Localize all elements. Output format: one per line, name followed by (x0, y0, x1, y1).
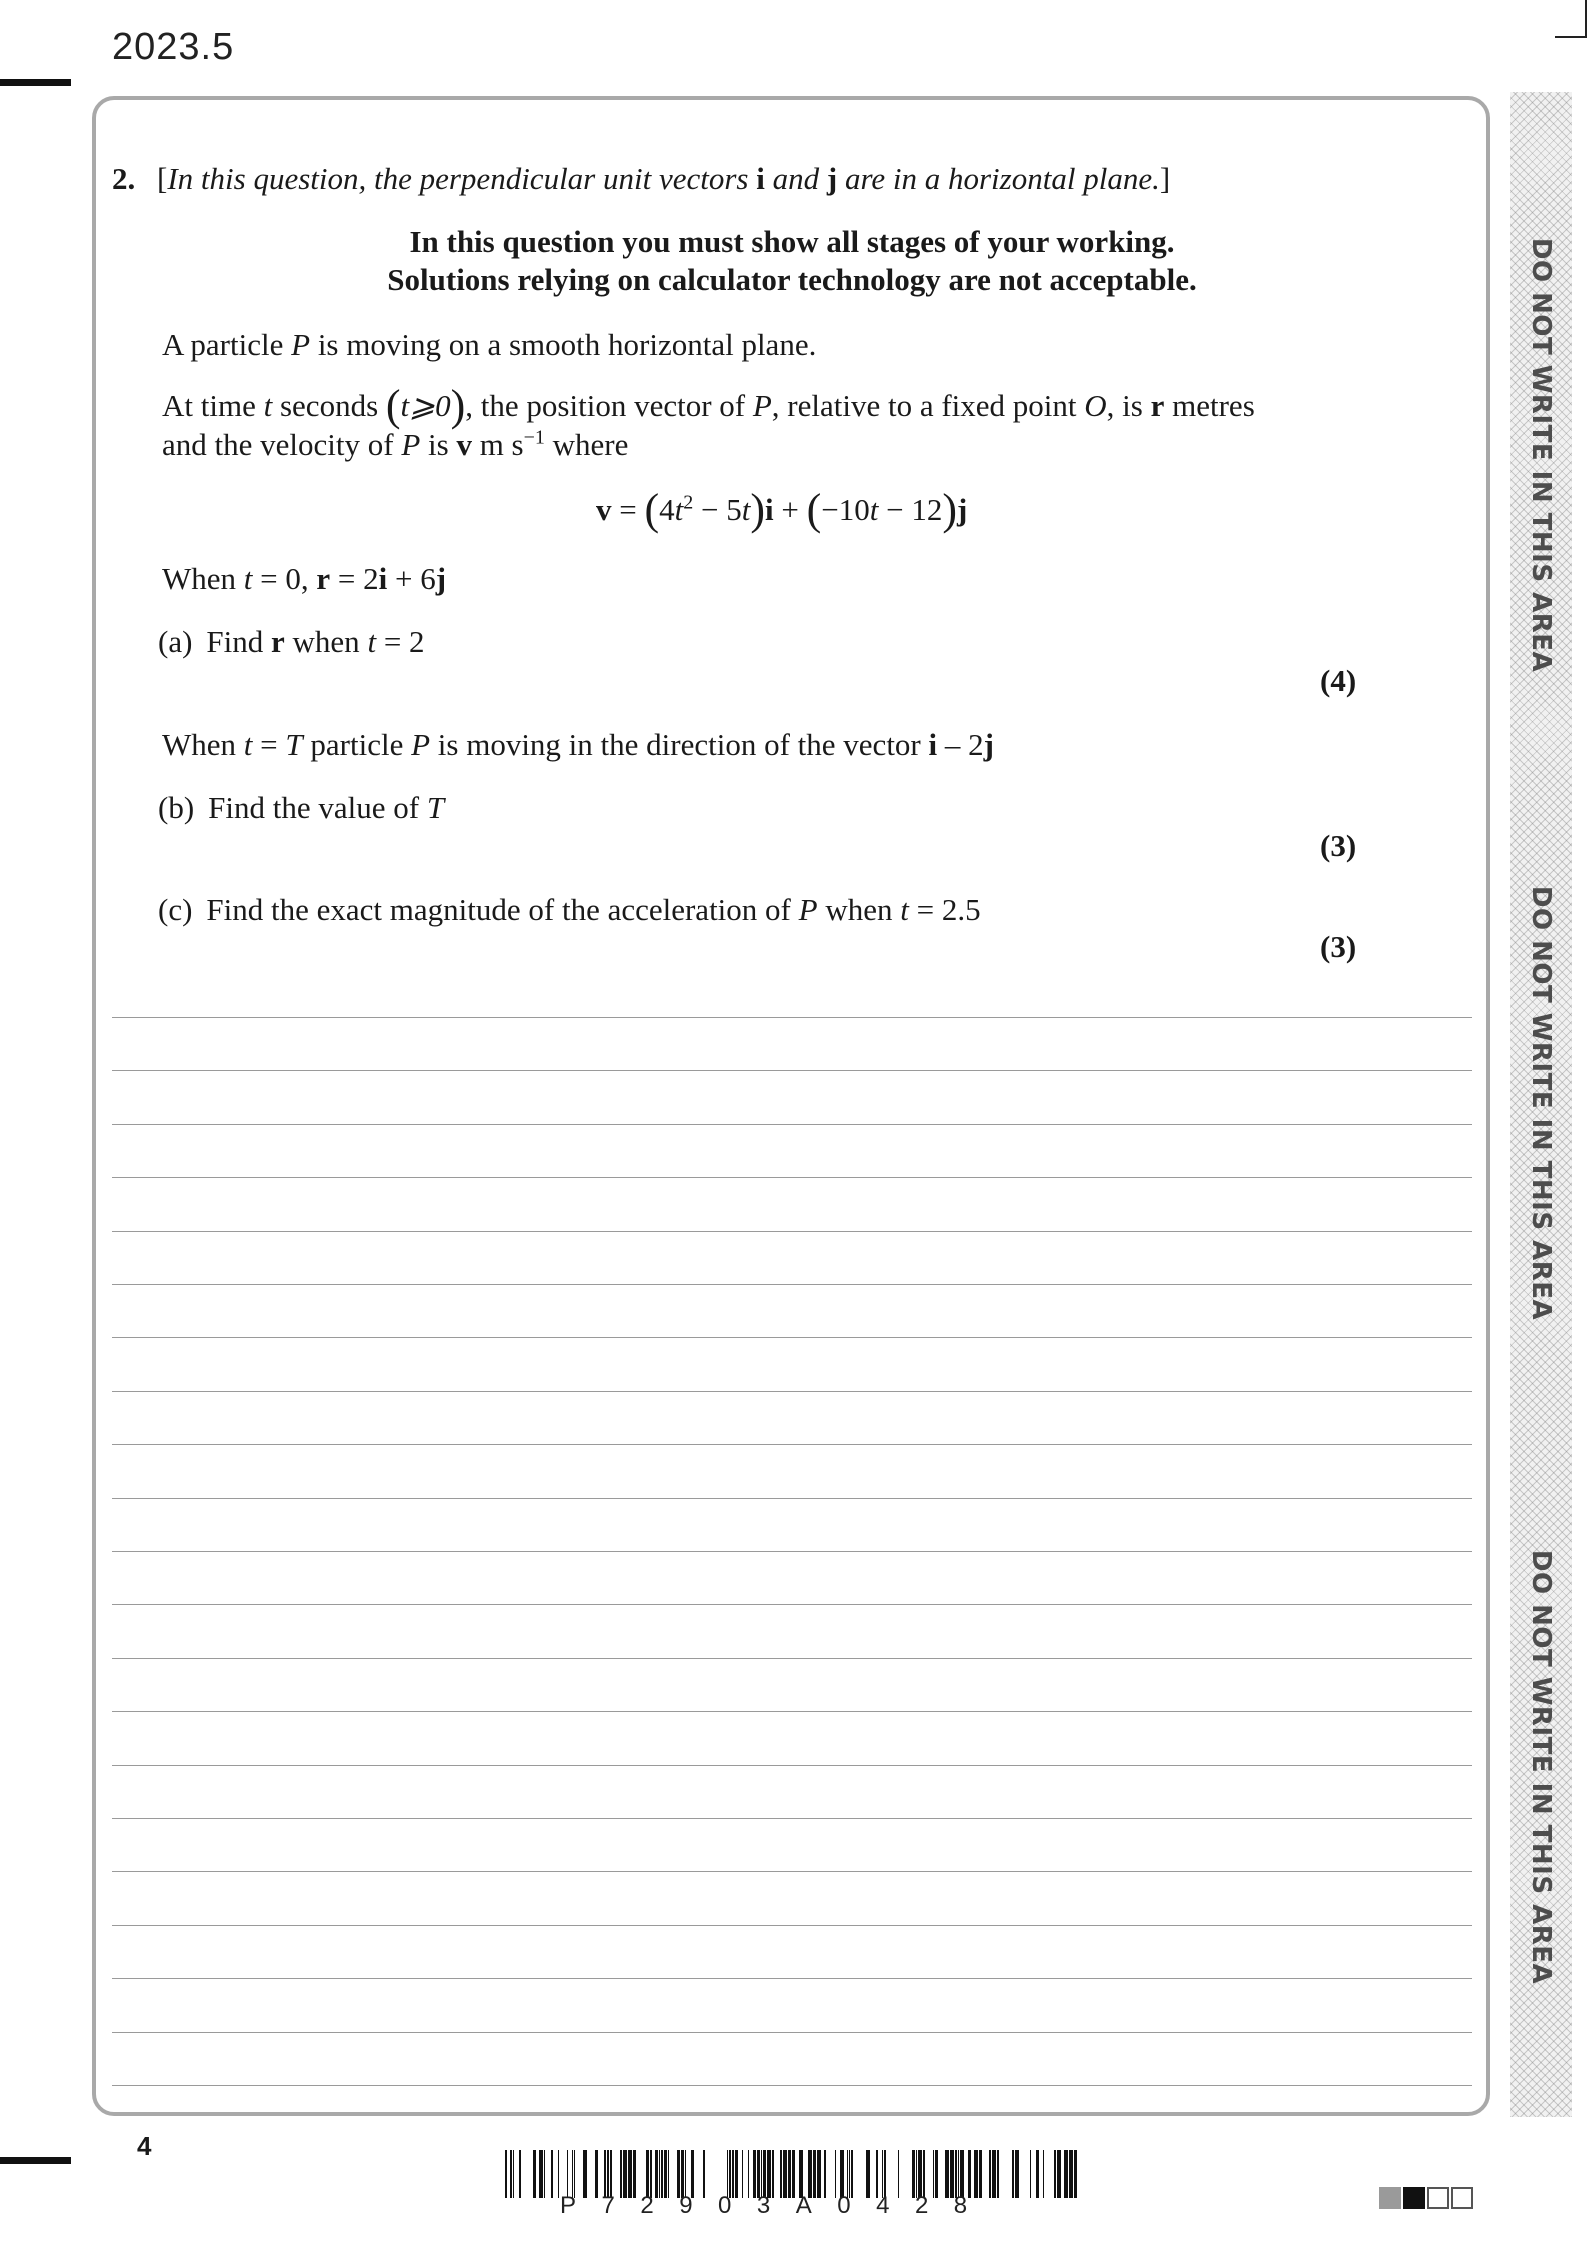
barcode-bar (727, 2150, 728, 2198)
barcode-bar (633, 2150, 636, 2198)
barcode-bar (783, 2150, 787, 2198)
barcode-bar (935, 2150, 938, 2198)
corner-crop-mark (1545, 0, 1587, 36)
barcode-bar (551, 2150, 553, 2198)
margin-warning-3: DO NOT WRITE IN THIS AREA (1526, 1549, 1556, 1985)
barcode-bar (840, 2150, 844, 2198)
barcode (505, 2150, 1080, 2198)
answer-line (112, 1498, 1472, 1499)
barcode-bar (646, 2150, 649, 2198)
intro-text: where (544, 427, 629, 462)
answer-line (112, 1017, 1472, 1018)
var-P: P (798, 892, 818, 927)
part-a-marks: (4) (1320, 663, 1357, 698)
vec-r: r (316, 561, 331, 596)
text: Find the value of (208, 790, 427, 825)
barcode-bar (918, 2150, 922, 2198)
answer-line (112, 1658, 1472, 1659)
text: = 2 (376, 624, 425, 659)
var-T: T (285, 727, 303, 762)
barcode-bar (1057, 2150, 1061, 2198)
barcode-bar (574, 2150, 575, 2198)
barcode-bar (945, 2150, 949, 2198)
barcode-bar (505, 2150, 507, 2198)
answer-line (112, 1444, 1472, 1445)
barcode-bar (735, 2150, 738, 2198)
var-T: T (426, 790, 445, 825)
barcode-bar (558, 2150, 559, 2198)
barcode-bar (992, 2150, 996, 2198)
vec-j: j (957, 492, 968, 527)
barcode-bar (866, 2150, 870, 2198)
answer-line (112, 1391, 1472, 1392)
intro-text: , relative to a fixed point (771, 388, 1085, 423)
part-label: (c) (158, 892, 193, 927)
barcode-bar (772, 2150, 774, 2198)
part-a (158, 624, 425, 660)
barcode-bar (780, 2150, 782, 2198)
barcode-bar (533, 2150, 536, 2198)
registration-mark-bottom (0, 2157, 71, 2164)
instruction-j: j (826, 161, 838, 196)
part-c (158, 892, 981, 928)
barcode-bar (1015, 2150, 1019, 2198)
instruction-text-3: are in a horizontal plane. (837, 161, 1160, 196)
intro-paragraph-3 (162, 427, 628, 463)
barcode-bar (729, 2150, 731, 2198)
barcode-bar (884, 2150, 886, 2198)
coef: − 12 (878, 492, 943, 527)
paren-open: ( (806, 485, 822, 534)
answer-line (112, 1765, 1472, 1766)
barcode-bar (1069, 2150, 1073, 2198)
intro-paragraph-1 (162, 327, 816, 363)
paren-close: ) (750, 485, 766, 534)
notice-line-1: In this question you must show all stages of your working. (409, 224, 1175, 259)
barcode-bar (792, 2150, 795, 2198)
barcode-bar (681, 2150, 684, 2198)
barcode-bar (882, 2150, 883, 2198)
text: When (162, 561, 244, 596)
var-P: P (291, 327, 311, 362)
barcode-bar (567, 2150, 568, 2198)
barcode-bar (539, 2150, 543, 2198)
barcode-bar (604, 2150, 606, 2198)
intro-text: seconds (272, 388, 386, 423)
vec-i: i (765, 492, 774, 527)
paren-close: ) (942, 485, 958, 534)
barcode-bar (849, 2150, 850, 2198)
var-O: O (1084, 388, 1107, 423)
corner-crop-mark-line (1555, 36, 1587, 38)
unit-exponent: −1 (523, 426, 545, 449)
part-b-marks: (3) (1320, 828, 1357, 863)
barcode-bar (898, 2150, 899, 2198)
barcode-bar (659, 2150, 660, 2198)
vec-r: r (271, 624, 285, 659)
barcode-bar (595, 2150, 598, 2198)
vec-j: j (435, 561, 447, 596)
barcode-bar (923, 2150, 925, 2198)
text: particle (302, 727, 412, 762)
var-t: t (263, 388, 273, 423)
equals: = (611, 492, 645, 527)
answer-line (112, 1231, 1472, 1232)
part-label: (b) (158, 790, 195, 825)
answer-line (112, 1177, 1472, 1178)
vec-v: v (456, 427, 472, 462)
barcode-bar (668, 2150, 669, 2198)
square-grey (1379, 2187, 1401, 2209)
answer-line (112, 1124, 1472, 1125)
text: = 0, (252, 561, 317, 596)
barcode-bar (620, 2150, 622, 2198)
barcode-bar (960, 2150, 964, 2198)
barcode-bar (1043, 2150, 1044, 2198)
barcode-bar (851, 2150, 853, 2198)
barcode-bar (748, 2150, 749, 2198)
registration-mark-top (0, 79, 71, 86)
unit: m s (471, 427, 524, 462)
barcode-bar (968, 2150, 971, 2198)
instruction-text-1: In this question, the perpendicular unit vectors (167, 161, 757, 196)
paren-open: ( (385, 381, 401, 430)
barcode-bar (623, 2150, 627, 2198)
vec-i: i (378, 561, 388, 596)
part-b (158, 790, 444, 826)
var-t: t (741, 492, 751, 527)
vec-v: v (596, 492, 612, 527)
intro-paragraph-2 (162, 381, 1255, 430)
barcode-bar (519, 2150, 521, 2198)
barcode-bar (989, 2150, 991, 2198)
vec-j: j (983, 727, 994, 762)
barcode-bar (753, 2150, 756, 2198)
barcode-bar (1030, 2150, 1031, 2198)
barcode-bar (664, 2150, 667, 2198)
text: is moving in the direction of the vector (430, 727, 929, 762)
paren-open: ( (644, 485, 660, 534)
coef: −10 (821, 492, 870, 527)
barcode-bar (610, 2150, 612, 2198)
margin-warning-2: DO NOT WRITE IN THIS AREA (1526, 885, 1556, 1321)
instruction-open: [ (157, 161, 168, 196)
barcode-bar (650, 2150, 652, 2198)
margin-warning-1: DO NOT WRITE IN THIS AREA (1526, 237, 1556, 673)
var-P: P (401, 427, 421, 462)
barcode-bar (1074, 2150, 1077, 2198)
text: = 2 (330, 561, 379, 596)
square-white (1427, 2187, 1449, 2209)
intro-text: A particle (162, 327, 292, 362)
text: = (252, 727, 286, 762)
barcode-bar (628, 2150, 632, 2198)
var-t: t (243, 561, 253, 596)
barcode-bar (767, 2150, 771, 2198)
barcode-bar (813, 2150, 816, 2198)
intro-text: is moving on a smooth horizontal plane. (310, 327, 817, 362)
barcode-bar (912, 2150, 915, 2198)
instruction-text-2: and (764, 161, 827, 196)
text: When (162, 727, 244, 762)
coef: 4 (659, 492, 675, 527)
barcode-bar (817, 2150, 821, 2198)
barcode-bar (655, 2150, 658, 2198)
var-P: P (752, 388, 772, 423)
barcode-bar (685, 2150, 686, 2198)
answer-line (112, 1871, 1472, 1872)
vec-r: r (1150, 388, 1165, 423)
barcode-bar (1036, 2150, 1039, 2198)
barcode-bar (876, 2150, 878, 2198)
barcode-bar (808, 2150, 812, 2198)
barcode-bar (950, 2150, 954, 2198)
barcode-bar (703, 2150, 705, 2198)
answer-line (112, 1284, 1472, 1285)
barcode-bar (958, 2150, 959, 2198)
barcode-bar (763, 2150, 766, 2198)
barcode-bar (742, 2150, 743, 2198)
answer-line (112, 1818, 1472, 1819)
barcode-bar (607, 2150, 609, 2198)
answer-line (112, 1070, 1472, 1071)
answer-line (112, 2032, 1472, 2033)
barcode-digits: P72903A0428 (560, 2192, 993, 2219)
barcode-bar (788, 2150, 791, 2198)
paren-close: ) (450, 381, 466, 430)
barcode-bar (544, 2150, 545, 2198)
var-t: t (900, 892, 909, 927)
var-t: t (869, 492, 879, 527)
barcode-bar (572, 2150, 573, 2198)
text: when (817, 892, 901, 927)
intro-text: At time (162, 388, 264, 423)
page-squares (1379, 2187, 1473, 2209)
question-number: 2. (112, 161, 136, 196)
text: Find the exact magnitude of the acceleration of (206, 892, 799, 927)
barcode-bar (916, 2150, 917, 2198)
var-t: t (243, 727, 253, 762)
intro-text: , the position vector of (465, 388, 753, 423)
notice-line-2: Solutions relying on calculator technology are not acceptable. (387, 262, 1197, 297)
barcode-bar (979, 2150, 982, 2198)
barcode-bar (510, 2150, 512, 2198)
barcode-bar (835, 2150, 836, 2198)
vec-i: i (928, 727, 938, 762)
var-t: t (367, 624, 377, 659)
barcode-bar (997, 2150, 999, 2198)
part-label: (a) (158, 624, 193, 659)
answer-line (112, 1551, 1472, 1552)
intro-text: , is (1106, 388, 1151, 423)
question-heading (112, 161, 1170, 197)
intro-text: is (420, 427, 457, 462)
barcode-bar (661, 2150, 663, 2198)
answer-line (112, 1978, 1472, 1979)
direction-statement (162, 727, 994, 763)
barcode-bar (1054, 2150, 1056, 2198)
answer-line (112, 1925, 1472, 1926)
barcode-bar (677, 2150, 680, 2198)
text: = 2.5 (908, 892, 981, 927)
barcode-bar (757, 2150, 760, 2198)
square-white (1451, 2187, 1473, 2209)
answer-line (112, 2085, 1472, 2086)
barcode-bar (761, 2150, 762, 2198)
coef: − 5 (693, 492, 742, 527)
initial-condition (162, 561, 446, 597)
part-c-marks: (3) (1320, 929, 1357, 964)
answer-line (112, 1604, 1472, 1605)
exponent: 2 (683, 491, 694, 514)
text: Find (206, 624, 272, 659)
velocity-equation (596, 485, 968, 534)
answer-line (112, 1711, 1472, 1712)
intro-text: and the velocity of (162, 427, 402, 462)
text: when (284, 624, 368, 659)
barcode-bar (799, 2150, 803, 2198)
var-t: t (674, 492, 684, 527)
text: – 2 (937, 727, 984, 762)
barcode-bar (1064, 2150, 1068, 2198)
barcode-bar (691, 2150, 694, 2198)
square-black (1403, 2187, 1425, 2209)
page-number: 4 (137, 2131, 152, 2161)
instruction-close: ] (1159, 161, 1171, 196)
answer-line (112, 1337, 1472, 1338)
barcode-bar (847, 2150, 848, 2198)
instruction-i: i (756, 161, 765, 196)
barcode-bar (513, 2150, 514, 2198)
var-P: P (411, 727, 431, 762)
header-year: 2023.5 (112, 26, 235, 68)
barcode-bar (732, 2150, 734, 2198)
text: + 6 (387, 561, 436, 596)
time-condition: t⩾0 (400, 388, 451, 423)
barcode-bar (824, 2150, 826, 2198)
barcode-bar (974, 2150, 978, 2198)
barcode-bar (933, 2150, 934, 2198)
barcode-bar (1012, 2150, 1014, 2198)
intro-text: metres (1164, 388, 1255, 423)
plus: + (773, 492, 807, 527)
barcode-bar (955, 2150, 957, 2198)
barcode-bar (583, 2150, 587, 2198)
